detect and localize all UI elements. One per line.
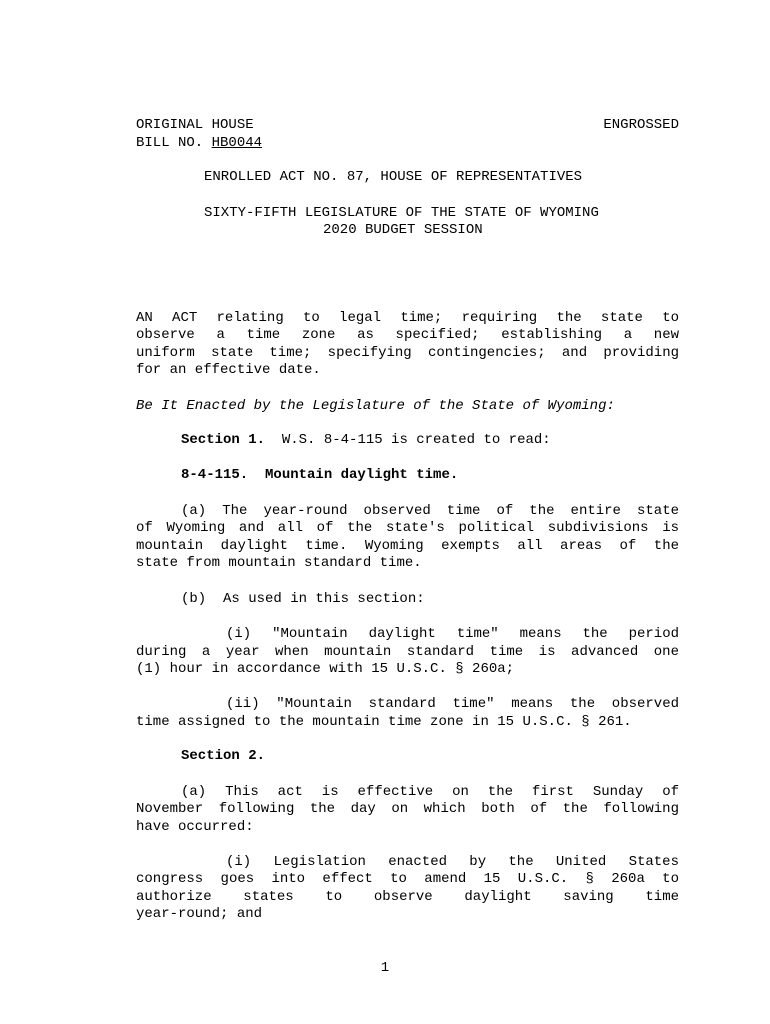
section1-line bbox=[181, 432, 551, 450]
section2-a-line: (a) This act is effective on the first Sunday of bbox=[181, 784, 679, 800]
header-bill-number bbox=[136, 135, 262, 153]
paragraph-i-line: (i) "Mountain daylight time" means the period bbox=[226, 626, 679, 642]
statute-heading: 8-4-115. Mountain daylight time. bbox=[181, 467, 459, 483]
subsection-a-line: (a) The year-round observed time of the entire state bbox=[181, 503, 679, 519]
section1-heading: Section 1. bbox=[181, 432, 266, 448]
session-title: 2020 BUDGET SESSION bbox=[323, 222, 483, 238]
section2-a-line: November following the day on which both of the following bbox=[136, 801, 679, 817]
paragraph-i-line: (1) hour in accordance with 15 U.S.C. § 260a; bbox=[136, 661, 515, 677]
section2-a-line: have occurred: bbox=[136, 819, 254, 835]
act-intro-line: uniform state time; specifying contingencies; and providing bbox=[136, 345, 679, 361]
bill-no-prefix: BILL NO. bbox=[136, 135, 212, 151]
bill-no-link[interactable]: HB0044 bbox=[211, 135, 263, 151]
enacting-clause: Be It Enacted by the Legislature of the State of Wyoming: bbox=[136, 398, 615, 414]
legislature-title: SIXTY-FIFTH LEGISLATURE OF THE STATE OF WYOMING bbox=[204, 205, 599, 221]
section2-a-i-line: year-round; and bbox=[136, 906, 263, 922]
subsection-a-line: state from mountain standard time. bbox=[136, 555, 422, 571]
subsection-a-line: mountain daylight time. Wyoming exempts all areas of the bbox=[136, 538, 679, 554]
section2-heading: Section 2. bbox=[181, 748, 266, 764]
section2-a-i-line: (i) Legislation enacted by the United States bbox=[226, 854, 679, 870]
section2-a-i-line: congress goes into effect to amend 15 U.S.C. § 260a to bbox=[136, 871, 679, 887]
act-intro-line: observe a time zone as specified; establishing a new bbox=[136, 327, 679, 343]
subsection-a-line: of Wyoming and all of the state's political subdivisions is bbox=[136, 520, 679, 536]
section1-text: W.S. 8-4-115 is created to read: bbox=[281, 432, 551, 448]
header-engrossed: ENGROSSED bbox=[603, 117, 679, 133]
subsection-b: (b) As used in this section: bbox=[181, 591, 425, 607]
page-number: 1 bbox=[380, 960, 390, 976]
paragraph-ii-line: time assigned to the mountain time zone in 15 U.S.C. § 261. bbox=[136, 714, 632, 730]
header-original-house: ORIGINAL HOUSE bbox=[136, 117, 254, 133]
paragraph-ii-line: (ii) "Mountain standard time" means the observed bbox=[226, 696, 679, 712]
act-intro-line: for an effective date. bbox=[136, 362, 321, 378]
section2-a-i-line: authorize states to observe daylight saving time bbox=[136, 889, 679, 905]
act-intro-line: AN ACT relating to legal time; requiring the state to bbox=[136, 310, 679, 326]
paragraph-i-line: during a year when mountain standard time is advanced one bbox=[136, 644, 679, 660]
enrolled-act-title: ENROLLED ACT NO. 87, HOUSE OF REPRESENTATIVES bbox=[204, 169, 583, 185]
